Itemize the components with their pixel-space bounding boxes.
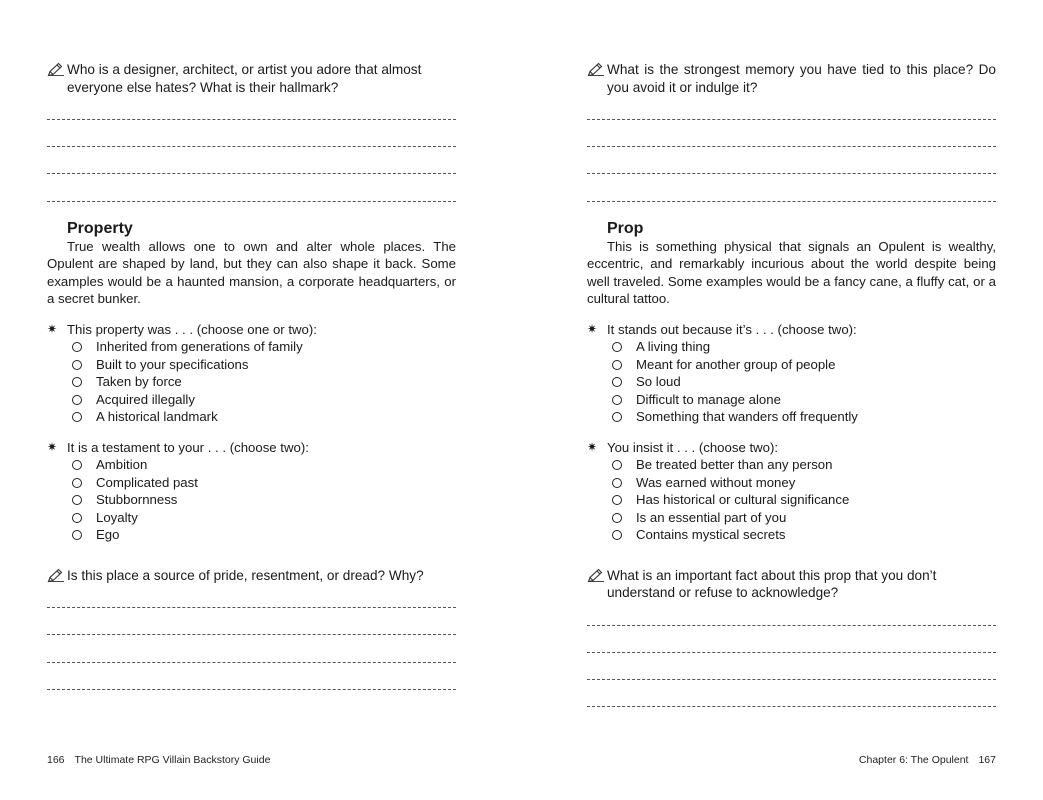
circle-checkbox-icon[interactable] [612, 412, 622, 422]
option-list [587, 338, 996, 426]
option-item[interactable] [47, 408, 456, 426]
option-item[interactable] [47, 456, 456, 474]
footer-right [859, 752, 996, 768]
prompt [47, 321, 456, 339]
section-title: Property [67, 219, 133, 237]
option-item[interactable] [587, 491, 996, 509]
circle-checkbox-icon[interactable] [72, 395, 82, 405]
option-item[interactable] [587, 526, 996, 544]
option-item[interactable] [587, 373, 996, 391]
answer-line[interactable] [47, 108, 456, 120]
option-label: Built to your specifications [96, 356, 249, 372]
option-item[interactable] [587, 509, 996, 527]
option-item[interactable] [47, 391, 456, 409]
option-label: Ambition [96, 457, 148, 473]
option-label: Contains mystical secrets [636, 527, 786, 543]
prompt-block [47, 439, 456, 544]
option-label: Loyalty [96, 509, 138, 525]
answer-line[interactable] [47, 596, 456, 608]
option-list [47, 338, 456, 426]
option-label: Stubbornness [96, 492, 178, 508]
option-label: Complicated past [96, 474, 198, 490]
prompt-block [47, 321, 456, 426]
right-page [587, 0, 996, 707]
prompt-text: You insist it . . . (choose two): [607, 439, 779, 455]
circle-checkbox-icon[interactable] [612, 530, 622, 540]
option-item[interactable] [47, 356, 456, 374]
answer-line[interactable] [47, 663, 456, 690]
answer-line[interactable] [587, 147, 996, 174]
pencil-icon [587, 62, 605, 77]
option-item[interactable] [47, 526, 456, 544]
answer-line[interactable] [587, 653, 996, 680]
answer-line[interactable] [47, 120, 456, 147]
prompt-block [587, 439, 996, 544]
answer-line[interactable] [47, 608, 456, 635]
pencil-icon [47, 568, 65, 583]
circle-checkbox-icon[interactable] [612, 460, 622, 470]
option-item[interactable] [587, 474, 996, 492]
answer-line[interactable] [587, 614, 996, 626]
option-label: Inherited from generations of family [96, 339, 303, 355]
option-label: Be treated better than any person [636, 457, 833, 473]
prompt [587, 321, 996, 339]
asterisk-icon: ✷ [47, 321, 58, 336]
question-memory [587, 61, 996, 96]
option-item[interactable] [47, 373, 456, 391]
option-item[interactable] [47, 338, 456, 356]
chapter-title: Chapter 6: The Opulent [858, 754, 969, 766]
circle-checkbox-icon[interactable] [72, 360, 82, 370]
option-label: Acquired illegally [96, 391, 195, 407]
answer-lines [47, 596, 456, 690]
option-list [587, 456, 996, 544]
question-text: What is the strongest memory you have tied to this place? Do you avoid it or indulge it? [607, 62, 996, 95]
answer-lines [587, 108, 996, 202]
page-number: 167 [978, 754, 996, 766]
section-body: True wealth allows one to own and alter whole places. The Opulent are shaped by land, but they can also shape it back. Some examples would be a haunted mansion, a corporate headquarters, or a secret bunker. [47, 238, 456, 307]
circle-checkbox-icon[interactable] [612, 395, 622, 405]
page-number: 166 [47, 754, 65, 766]
option-label: So loud [636, 374, 681, 390]
circle-checkbox-icon[interactable] [72, 342, 82, 352]
option-label: Ego [96, 527, 120, 543]
option-item[interactable] [587, 456, 996, 474]
option-label: Something that wanders off frequently [636, 409, 858, 425]
prompt-text: It is a testament to your . . . (choose two): [67, 439, 309, 455]
asterisk-icon: ✷ [587, 321, 598, 336]
answer-lines [47, 108, 456, 202]
question-designer [47, 61, 456, 96]
book-title: The Ultimate RPG Villain Backstory Guide [74, 754, 271, 766]
prompt-text: This property was . . . (choose one or two): [67, 321, 317, 337]
circle-checkbox-icon[interactable] [612, 342, 622, 352]
circle-checkbox-icon[interactable] [612, 495, 622, 505]
answer-line[interactable] [47, 147, 456, 174]
prompt [587, 439, 996, 457]
option-list [47, 456, 456, 544]
question-fact [587, 567, 996, 602]
answer-lines [587, 614, 996, 708]
option-label: Taken by force [96, 374, 182, 390]
option-item[interactable] [587, 338, 996, 356]
option-item[interactable] [587, 391, 996, 409]
option-label: A living thing [636, 339, 711, 355]
pencil-icon [587, 568, 605, 583]
footer-left [47, 752, 270, 768]
option-label: Is an essential part of you [636, 509, 787, 525]
prompt-text: It stands out because it’s . . . (choose two): [607, 321, 857, 337]
option-label: Meant for another group of people [636, 356, 836, 372]
asterisk-icon: ✷ [47, 439, 58, 454]
option-item[interactable] [47, 474, 456, 492]
section-body: This is something physical that signals an Opulent is wealthy, eccentric, and remarkably incurious about the world despite being well traveled. Some examples would be a fancy cane, a fluffy cat, or a cultural tattoo. [587, 238, 996, 307]
circle-checkbox-icon[interactable] [612, 360, 622, 370]
answer-line[interactable] [587, 626, 996, 653]
prompt-block [587, 321, 996, 426]
circle-checkbox-icon[interactable] [612, 478, 622, 488]
prompt [47, 439, 456, 457]
circle-checkbox-icon[interactable] [72, 377, 82, 387]
answer-line[interactable] [47, 174, 456, 201]
question-text: Who is a designer, architect, or artist you adore that almost everyone else hates? What is their hallmark? [67, 62, 422, 95]
answer-line[interactable] [587, 680, 996, 707]
asterisk-icon: ✷ [587, 439, 598, 454]
answer-line[interactable] [587, 120, 996, 147]
circle-checkbox-icon[interactable] [72, 530, 82, 540]
option-label: Has historical or cultural significance [636, 492, 850, 508]
option-label: A historical landmark [96, 409, 218, 425]
section-title: Prop [607, 219, 644, 237]
circle-checkbox-icon[interactable] [72, 495, 82, 505]
circle-checkbox-icon[interactable] [72, 412, 82, 422]
answer-line[interactable] [587, 174, 996, 201]
circle-checkbox-icon[interactable] [72, 460, 82, 470]
circle-checkbox-icon[interactable] [612, 513, 622, 523]
option-item[interactable] [47, 509, 456, 527]
option-label: Difficult to manage alone [636, 391, 781, 407]
answer-line[interactable] [587, 108, 996, 120]
circle-checkbox-icon[interactable] [72, 513, 82, 523]
answer-line[interactable] [47, 635, 456, 662]
question-text: Is this place a source of pride, resentment, or dread? Why? [67, 567, 424, 583]
question-text: What is an important fact about this prop that you don’t understand or refuse to acknowledge? [607, 567, 937, 601]
option-item[interactable] [587, 356, 996, 374]
option-label: Was earned without money [636, 474, 796, 490]
circle-checkbox-icon[interactable] [612, 377, 622, 387]
question-pride [47, 567, 456, 585]
option-item[interactable] [587, 408, 996, 426]
option-item[interactable] [47, 491, 456, 509]
left-page [47, 0, 456, 690]
pencil-icon [47, 62, 65, 77]
circle-checkbox-icon[interactable] [72, 478, 82, 488]
